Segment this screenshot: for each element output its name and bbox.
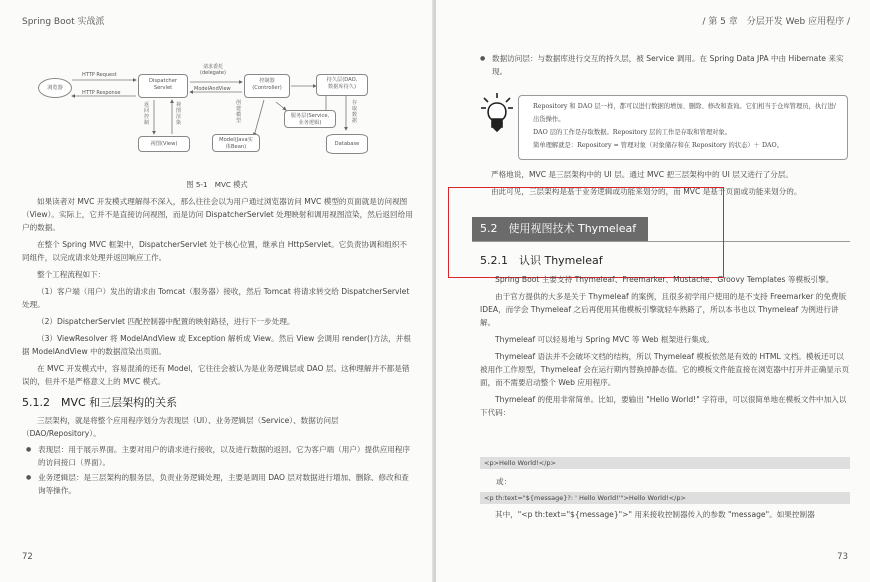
- bullet-item: ● 数据访问层：与数据库进行交互的持久层，被 Service 调用。在 Spring Data JPA 中由 Hibernate 来实现。: [476, 52, 850, 78]
- model-node: Model(Java实 体Bean): [212, 134, 260, 152]
- paragraph: 整个工程流程如下：: [37, 270, 106, 279]
- paragraph: 在整个 Spring MVC 框架中，DispatcherServlet 处于核心位置，继承自 HttpServlet。它负责协调和组织不同组件，以完成请求处理并返回响应工作。: [22, 240, 408, 262]
- paragraph: 在 MVC 开发模式中，容易混淆的还有 Model，它往往会被认为是业务逻辑层或 DAO 层。这种理解并不都是错误的，但并不是严格意义上的 MVC 模式。: [22, 364, 410, 386]
- tip-note-box: [518, 95, 848, 160]
- database-node: Database: [326, 134, 368, 154]
- note-line: DAO 层的工作是存取数据。Repository 层的工作是存取和管理对象。: [533, 129, 732, 136]
- paragraph: Thymeleaf 语法并不会破坏文档的结构，所以 Thymeleaf 模板依然是有效的 HTML 文档。模板还可以被用作工作原型，Thymeleaf 会在运行期内替换掉静态值。它的模板文件能直接在浏览器中打开并正确显示页面，而不需要启动整个 Web 应用程序。: [480, 352, 850, 387]
- persistence-node: 持久层(DAO, 数据库持久): [316, 74, 368, 96]
- left-running-header: Spring Boot 实战派: [22, 17, 105, 27]
- section-heading-bar: 5.2 使用视图技术 Thymeleaf: [472, 217, 648, 241]
- left-body: [22, 195, 414, 497]
- paragraph: （3）ViewResolver 将 ModelAndView 或 Exception 解析成 View。然后 View 会调用 render()方法，并根据 ModelAndView 中的数据渲染出页面。: [22, 334, 411, 356]
- code-line: <p>Hello World!</p>: [480, 457, 850, 469]
- dispatcher-servlet-node: Dispatcher Servlet: [138, 74, 188, 98]
- note-line: 简单理解就是：Repository = 管理对象（对象储存和在 Repository 的状态）＋ DAO。: [533, 142, 784, 149]
- bullet-item: ● 表现层：用于展示界面。主要对用户的请求进行接收，以及进行数据的返回。它为客户端（用户）提供应用程序的访问接口（界面）。: [22, 443, 414, 469]
- browser-node: 浏览器: [38, 78, 72, 98]
- figure-caption: 图 5-1 MVC 模式: [186, 180, 248, 189]
- section-heading: 5.1.2 MVC 和三层架构的关系: [22, 396, 178, 409]
- paragraph: [480, 508, 850, 521]
- right-page-number: 73: [837, 552, 848, 562]
- note-line: Repository 和 DAO 层一样，都可以进行数据的增加、删除、修改和查询。它们相当于仓库管理员，执行进/出货操作。: [533, 103, 836, 123]
- http-request-label: HTTP Request: [82, 72, 117, 78]
- delegate-label: 请求委托 (delegate): [200, 64, 226, 76]
- paragraph: 三层架构，就是将整个应用程序划分为表现层（UI）、业务逻辑层（Service）、数据访问层（DAO/Repository）。: [22, 416, 339, 438]
- right-body: [480, 273, 850, 419]
- left-page: [0, 0, 434, 582]
- paragraph: Thymeleaf 可以轻易地与 Spring MVC 等 Web 框架进行集成。: [495, 335, 715, 344]
- service-node: 服务层(Service, 业务逻辑): [284, 110, 336, 128]
- paragraph: （2）DispatcherServlet 匹配控制器中配置的映射路径，进行下一步处理。: [37, 317, 295, 326]
- red-highlight-box: [448, 187, 724, 278]
- paragraph: 严格地说，MVC 是三层架构中的 UI 层。通过 MVC 把三层架构中的 UI 层又进行了分层。: [491, 170, 793, 179]
- code-line: <p th:text="${message}?: ' Hello World!'">Hello World!</p>: [480, 492, 850, 504]
- paragraph: 如果读者对 MVC 开发模式理解得不深入，那么往往会以为用户通过浏览器访问 MVC 模型的页面就是访问视图（View）。实际上，它并不是直接访问视图，而是访问 DispatcherServlet 处理映射和调用视图渲染，然后返回给用户的数据。: [22, 197, 413, 232]
- paragraph: （1）客户端（用户）发出的请求由 Tomcat（服务器）接收，然后 Tomcat 将请求转交给 DispatcherServlet 处理。: [22, 287, 410, 309]
- paragraph: 由于官方提供的大多是关于 Thymeleaf 的案例，且很多初学用户使用的是不支持 Freemarker 的免费版 IDEA，而学会 Thymeleaf 之后再使用其他模板引擎就轻车熟路了，所以本书也以 Thymeleaf 为例进行讲解。: [480, 292, 847, 327]
- lightbulb-icon: [480, 92, 514, 132]
- paragraph: Spring Boot 主要支持 Thymeleaf、Freemarker、Mustache、Groovy Templates 等模板引擎。: [495, 275, 834, 284]
- paragraph: Thymeleaf 的使用非常简单。比如，要输出 "Hello World!" 字符串，可以很简单地在模板文件中加入以下代码：: [480, 395, 847, 417]
- render-view-label: 视图渲染: [176, 102, 182, 126]
- http-response-label: HTTP Response: [82, 90, 121, 96]
- mvc-diagram: [36, 56, 406, 168]
- or-label: 或：: [496, 477, 512, 486]
- last-paragraph-text: 其中，"<p th:text="${message}">" 用来接收控制器传入的参数 "message"。如果控制器: [495, 510, 815, 519]
- model-and-view-label: ModelAndView: [194, 86, 231, 92]
- bullet-item: ● 业务逻辑层：是三层架构的服务层，负责业务逻辑处理，主要是调用 DAO 层对数据进行增加、删除、修改和查询等操作。: [22, 471, 414, 497]
- right-top-bullet: [476, 52, 850, 78]
- create-model-label: 创建模型: [236, 100, 242, 124]
- right-running-header: / 第 5 章 分层开发 Web 应用程序 /: [702, 17, 850, 27]
- paragraph: 由此可见，三层架构是基于业务逻辑或功能来划分的，而 MVC 是基于页面或功能来划分的。: [491, 187, 802, 196]
- return-control-label: 返回控制: [144, 102, 150, 126]
- controller-node: 控制器 (Controller): [244, 74, 290, 98]
- subsection-heading: 5.2.1 认识 Thymeleaf: [480, 254, 603, 267]
- view-node: 视图(View): [138, 136, 190, 152]
- access-data-label: 存取数据: [352, 100, 358, 124]
- left-page-number: 72: [22, 552, 33, 562]
